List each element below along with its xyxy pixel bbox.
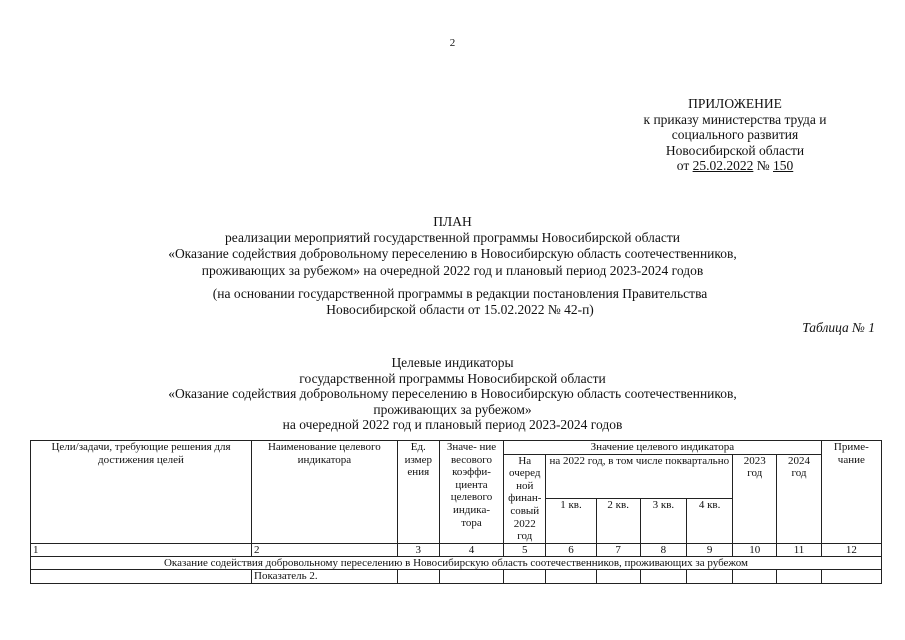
header-2024: 2024 год xyxy=(777,454,821,543)
plan-title: ПЛАН xyxy=(433,214,472,229)
appendix-date-line xyxy=(590,158,880,174)
indicators-line: государственной программы Новосибирской области xyxy=(299,370,606,386)
column-number: 12 xyxy=(821,543,881,556)
plan-line: Новосибирской области от 15.02.2022 № 42-п) xyxy=(326,302,594,318)
column-number: 4 xyxy=(439,543,503,556)
page-number: 2 xyxy=(449,37,456,49)
indicators-line: проживающих за рубежом» xyxy=(373,401,532,417)
table-cell xyxy=(777,570,821,584)
header-2023: 2023 год xyxy=(733,454,777,543)
appendix-line: Новосибирской области xyxy=(665,142,805,158)
order-number: 150 xyxy=(773,158,794,173)
number-sign: № xyxy=(756,158,770,173)
indicators-table xyxy=(30,440,882,584)
header-note: Приме- чание xyxy=(821,441,881,544)
indicators-title: Целевые индикаторы xyxy=(391,355,514,370)
table-header-row xyxy=(31,441,882,455)
header-q4: 4 кв. xyxy=(686,499,732,544)
appendix-block xyxy=(590,96,880,174)
table-number: Таблица № 1 xyxy=(802,320,875,335)
header-2022-quarterly: на 2022 год, в том числе поквартально xyxy=(546,454,733,499)
date-prefix: от xyxy=(676,158,690,173)
plan-line: проживающих за рубежом» на очередной 2022 год и плановый период 2023-2024 годов xyxy=(201,262,704,278)
table-cell xyxy=(31,570,252,584)
table-cell xyxy=(504,570,546,584)
indicators-line: «Оказание содействия добровольному переселению в Новосибирскую область соотечественников, xyxy=(168,386,737,402)
table-cell xyxy=(686,570,732,584)
column-number: 7 xyxy=(596,543,640,556)
column-number: 5 xyxy=(504,543,546,556)
header-q2: 2 кв. xyxy=(596,499,640,544)
table-cell xyxy=(546,570,596,584)
column-number: 9 xyxy=(686,543,732,556)
header-weight: Значе- ние весового коэффи- циента целевого индика- тора xyxy=(439,441,503,544)
header-unit: Ед. измер ения xyxy=(397,441,439,544)
plan-line: реализации мероприятий государственной программы Новосибирской области xyxy=(225,230,680,246)
column-number: 8 xyxy=(640,543,686,556)
plan-line: «Оказание содействия добровольному переселению в Новосибирскую область соотечественников, xyxy=(168,246,737,262)
table-cell xyxy=(733,570,777,584)
column-number: 10 xyxy=(733,543,777,556)
indicator-name-cell: Показатель 2. xyxy=(252,570,398,584)
table-cell xyxy=(397,570,439,584)
header-q3: 3 кв. xyxy=(640,499,686,544)
indicators-line: на очередной 2022 год и плановый период 2023-2024 годов xyxy=(282,417,623,433)
appendix-line: социального развития xyxy=(671,127,799,142)
table-cell xyxy=(439,570,503,584)
section-title: Оказание содействия добровольному переселению в Новосибирскую область соотечественников, проживающих за рубежом xyxy=(31,556,882,570)
plan-basis xyxy=(80,286,840,318)
plan-heading xyxy=(80,214,825,279)
table-cell xyxy=(596,570,640,584)
table-cell xyxy=(640,570,686,584)
header-q1: 1 кв. xyxy=(546,499,596,544)
plan-line: (на основании государственной программы в редакции постановления Правительства xyxy=(212,286,708,301)
appendix-line: к приказу министерства труда и xyxy=(643,111,827,127)
header-indicator-name: Наименование целевого индикатора xyxy=(252,441,398,544)
appendix-title: ПРИЛОЖЕНИЕ xyxy=(688,96,782,111)
order-date: 25.02.2022 xyxy=(692,158,754,173)
column-number: 11 xyxy=(777,543,821,556)
table-cell xyxy=(821,570,881,584)
column-number: 2 xyxy=(252,543,398,556)
indicators-heading xyxy=(80,355,825,433)
column-number: 6 xyxy=(546,543,596,556)
column-number: 1 xyxy=(31,543,252,556)
table-row xyxy=(31,570,882,584)
column-numbers-row xyxy=(31,543,882,556)
header-goals: Цели/задачи, требующие решения для достижения целей xyxy=(31,441,252,544)
header-next-year: На очеред ной финан- совый 2022 год xyxy=(504,454,546,543)
header-value: Значение целевого индикатора xyxy=(504,441,821,455)
column-number: 3 xyxy=(397,543,439,556)
section-row xyxy=(31,556,882,570)
